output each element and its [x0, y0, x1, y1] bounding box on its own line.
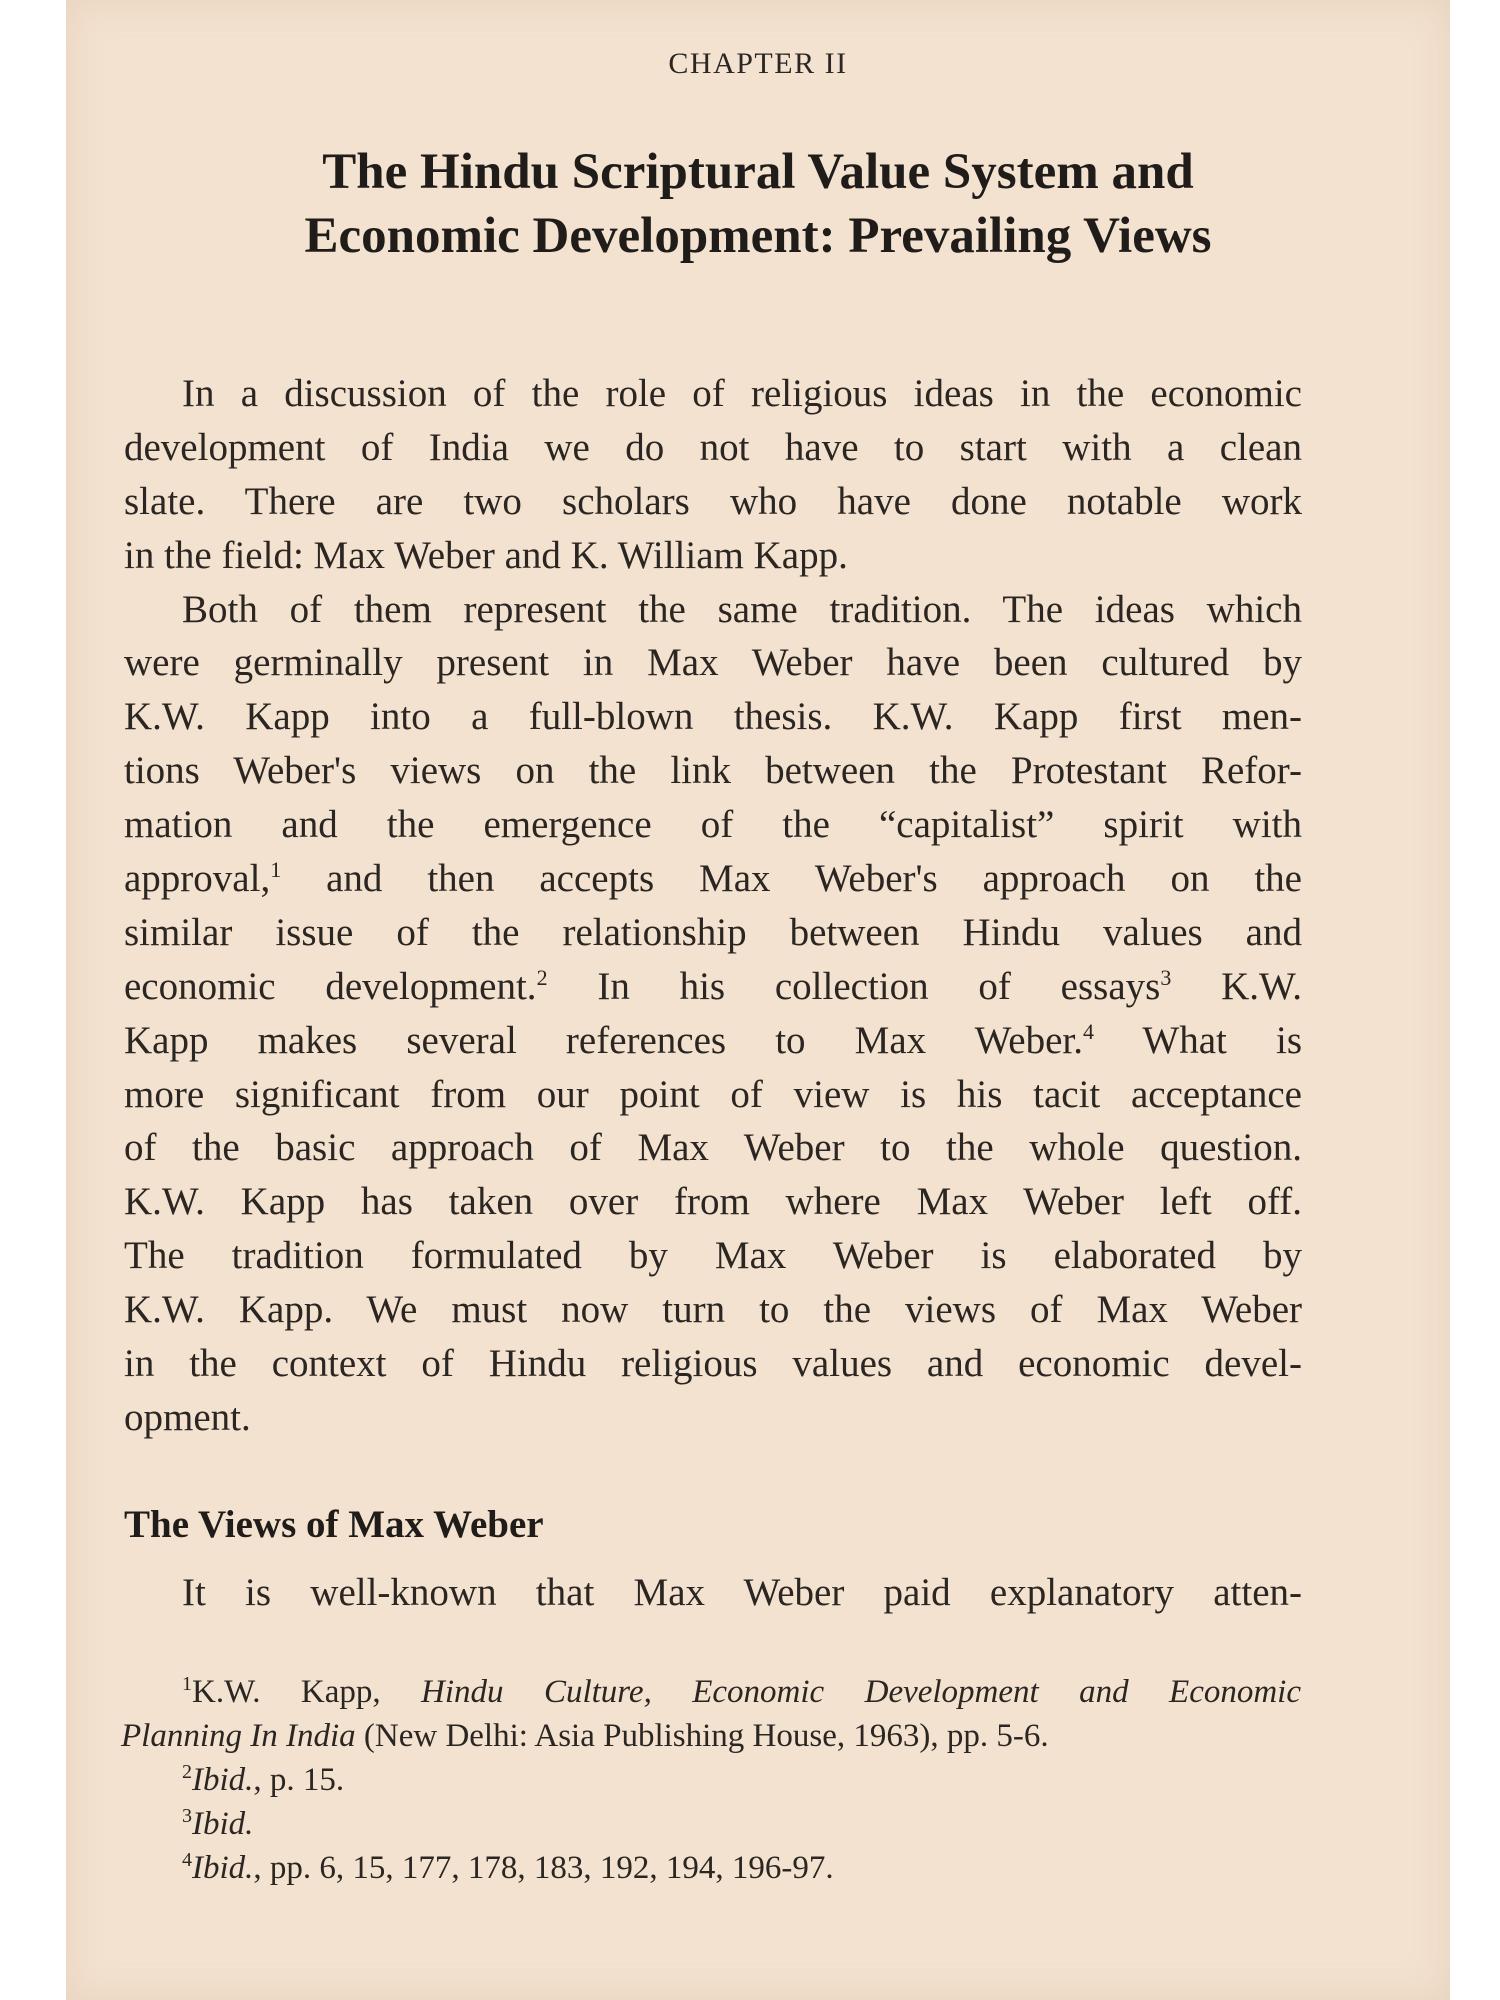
- footnote-ibid: Ibid.: [192, 1762, 254, 1798]
- footnote-title: Hindu Culture, Economic Development and Economic: [421, 1674, 1301, 1710]
- footnote-text: , p. 15.: [253, 1762, 345, 1798]
- body-text-run: approval,: [124, 857, 271, 901]
- footnote-marker: 3: [182, 1805, 192, 1827]
- section-text: [124, 1566, 1302, 1620]
- book-page: [66, 0, 1450, 2000]
- body-line: Both of them represent the same tradition. The ideas which: [182, 587, 1302, 631]
- body-line: [124, 852, 1302, 906]
- footnote-marker: 4: [182, 1849, 192, 1871]
- footnote-ref: 4: [1082, 1018, 1094, 1044]
- footnote-3: [121, 1802, 1301, 1846]
- body-line: mation and the emergence of the “capitalist” spirit with: [124, 803, 1302, 847]
- footnote-ibid: Ibid.: [192, 1806, 254, 1842]
- body-line: development of India we do not have to start with a clean: [124, 425, 1302, 469]
- footnote-marker: 1: [182, 1673, 192, 1695]
- body-line: in the context of Hindu religious values and economic devel-: [124, 1342, 1302, 1386]
- body-line: [124, 960, 1302, 1014]
- chapter-title-line: The Hindu Scriptural Value System and: [322, 144, 1194, 200]
- footnote-ref: 2: [536, 964, 548, 990]
- chapter-title: [66, 140, 1450, 268]
- body-line: slate. There are two scholars who have done notable work: [124, 479, 1302, 523]
- body-line: K.W. Kapp. We must now turn to the views of Max Weber: [124, 1288, 1302, 1332]
- body-text-run: In his collection of essays: [547, 964, 1161, 1008]
- body-line: [124, 1014, 1302, 1068]
- footnote-text: K.W. Kapp,: [192, 1674, 422, 1710]
- body-text-run: K.W.: [1171, 964, 1302, 1008]
- footnote-text: (New Delhi: Asia Publishing House, 1963), pp. 5-6.: [355, 1718, 1049, 1754]
- body-line: In a discussion of the role of religious ideas in the economic: [182, 372, 1302, 415]
- body-line: K.W. Kapp into a full-blown thesis. K.W. Kapp first men-: [124, 695, 1302, 739]
- body-line: more significant from our point of view is his tacit acceptance: [124, 1072, 1302, 1116]
- footnote-ref: 1: [270, 857, 282, 883]
- body-line: in the field: Max Weber and K. William Kapp.: [124, 533, 848, 577]
- footnotes: [121, 1670, 1301, 1890]
- body-text-run: Kapp makes several references to Max Weber.: [124, 1018, 1083, 1062]
- body-text-run: and then accepts Max Weber's approach on the: [281, 857, 1302, 901]
- body-line: It is well-known that Max Weber paid explanatory atten-: [182, 1571, 1302, 1614]
- body-line: similar issue of the relationship between Hindu values and: [124, 910, 1302, 954]
- body-line: of the basic approach of Max Weber to the whole question.: [124, 1126, 1302, 1170]
- body-text: [124, 367, 1302, 1445]
- footnote-2: [121, 1758, 1301, 1802]
- chapter-label: CHAPTER II: [668, 47, 848, 80]
- section-heading: The Views of Max Weber: [124, 1503, 544, 1546]
- footnote-1: [121, 1670, 1301, 1714]
- body-line: K.W. Kapp has taken over from where Max Weber left off.: [124, 1180, 1302, 1224]
- body-line: were germinally present in Max Weber have been cultured by: [124, 641, 1302, 685]
- footnote-ibid: Ibid.: [192, 1850, 254, 1886]
- chapter-title-line: Economic Development: Prevailing Views: [304, 208, 1212, 264]
- footnote-title: Planning In India: [121, 1718, 356, 1754]
- footnote-text: , pp. 6, 15, 177, 178, 183, 192, 194, 196-97.: [253, 1850, 834, 1886]
- footnote-4: [121, 1846, 1301, 1890]
- footnote-1-cont: [121, 1714, 1301, 1758]
- body-line: The tradition formulated by Max Weber is elaborated by: [124, 1234, 1302, 1278]
- body-text-run: What is: [1093, 1018, 1302, 1062]
- body-line: opment.: [124, 1395, 251, 1439]
- body-line: tions Weber's views on the link between the Protestant Refor-: [124, 749, 1302, 793]
- body-text-run: economic development.: [124, 964, 537, 1008]
- footnote-ref: 3: [1160, 964, 1172, 990]
- footnote-marker: 2: [182, 1761, 192, 1783]
